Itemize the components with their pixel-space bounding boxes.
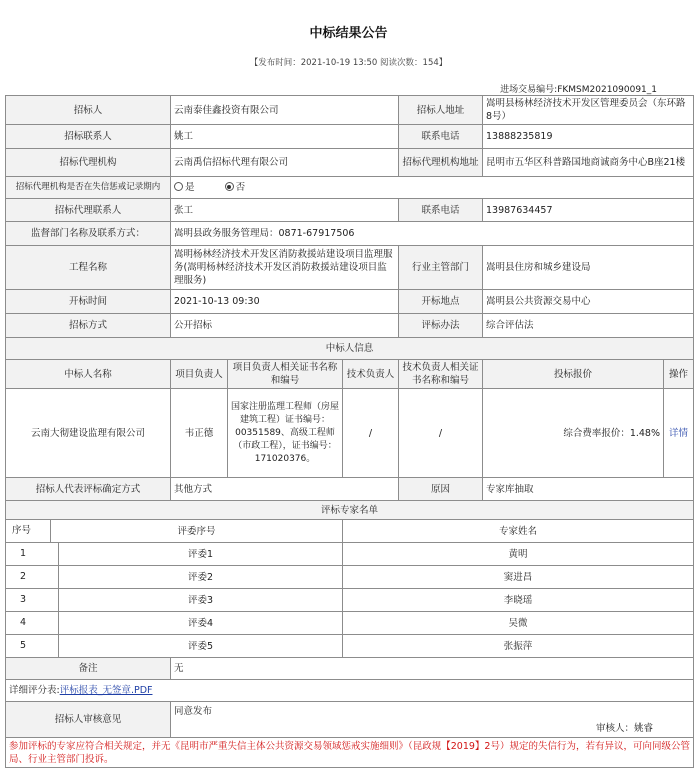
expert-name: 李晓瑶 xyxy=(343,589,694,612)
experts-no-header: 序号 xyxy=(6,520,51,542)
method-row xyxy=(6,314,694,338)
tenderer-contact-value: 姚工 xyxy=(171,125,399,149)
winner-tech: / xyxy=(343,389,399,478)
experts-header-left xyxy=(6,520,343,543)
radio-yes[interactable] xyxy=(174,182,183,191)
phone2-value: 13987634457 xyxy=(483,199,694,222)
remark-label: 备注 xyxy=(6,658,171,680)
agency-row xyxy=(6,149,694,177)
experts-section-row xyxy=(6,501,694,520)
tenderer-addr-value: 嵩明县杨林经济技术开发区管理委员会（东环路8号） xyxy=(483,96,694,125)
winner-manager-cert-header: 项目负责人相关证书名称和编号 xyxy=(228,360,343,389)
review-row xyxy=(6,478,694,501)
expert-name: 吴微 xyxy=(343,612,694,635)
industry-value: 嵩明县住房和城乡建设局 xyxy=(483,246,694,290)
agency-contact-row xyxy=(6,199,694,222)
review-way-label: 招标人代表评标确定方式 xyxy=(6,478,171,501)
winner-section-row xyxy=(6,338,694,360)
radio-no[interactable] xyxy=(225,182,234,191)
dishonest-label: 招标代理机构是否在失信惩戒记录期内 xyxy=(6,177,171,199)
expert-row xyxy=(6,543,694,566)
notice-row xyxy=(6,738,694,768)
method-value: 公开招标 xyxy=(171,314,399,338)
agency-contact-label: 招标代理联系人 xyxy=(6,199,171,222)
expert-no: 1 xyxy=(6,543,59,565)
detail-label: 详细评分表: xyxy=(9,685,60,696)
eval-label: 评标办法 xyxy=(399,314,483,338)
winner-row xyxy=(6,389,694,478)
tenderer-value: 云南泰佳鑫投资有限公司 xyxy=(171,96,399,125)
expert-no: 3 xyxy=(6,589,59,611)
open-time-value: 2021-10-13 09:30 xyxy=(171,290,399,314)
opinion-label: 招标人审核意见 xyxy=(6,702,171,738)
supervisor-row xyxy=(6,222,694,246)
tenderer-label: 招标人 xyxy=(6,96,171,125)
winner-name-header: 中标人名称 xyxy=(6,360,171,389)
winner-price-header: 投标报价 xyxy=(483,360,664,389)
expert-row xyxy=(6,635,694,658)
expert-row xyxy=(6,612,694,635)
expert-name: 窦进昌 xyxy=(343,566,694,589)
phone-label: 联系电话 xyxy=(399,125,483,149)
tenderer-contact-label: 招标联系人 xyxy=(6,125,171,149)
supervisor-value: 嵩明县政务服务管理局：0871-67917506 xyxy=(171,222,694,246)
expert-row-left xyxy=(6,589,343,612)
expert-row-left xyxy=(6,543,343,566)
reason-value: 专家库抽取 xyxy=(483,478,694,501)
page-title: 中标结果公告 xyxy=(309,26,388,41)
winner-manager-cert: 国家注册监理工程师（房屋建筑工程）证书编号：00351589、高级工程师（市政工程），证书编号：171020376。 xyxy=(228,389,343,478)
trade-code xyxy=(500,82,657,95)
project-label: 工程名称 xyxy=(6,246,171,290)
expert-row xyxy=(6,589,694,612)
dishonest-row xyxy=(6,177,694,199)
agency-contact-value: 张工 xyxy=(171,199,399,222)
expert-name: 黄明 xyxy=(343,543,694,566)
open-place-value: 嵩明县公共资源交易中心 xyxy=(483,290,694,314)
expert-no: 2 xyxy=(6,566,59,588)
expert-seq: 评委5 xyxy=(187,640,214,652)
trade-code-label: 进场交易编号: xyxy=(500,85,558,95)
expert-row-left xyxy=(6,612,343,635)
opinion-row xyxy=(6,702,694,738)
review-way-value: 其他方式 xyxy=(171,478,399,501)
phone-value: 13888235819 xyxy=(483,125,694,149)
opinion-value: 同意发布 xyxy=(174,706,213,717)
radio-yes-label: 是 xyxy=(185,182,195,193)
expert-seq: 评委4 xyxy=(187,617,214,629)
remark-value: 无 xyxy=(171,658,694,680)
open-time-label: 开标时间 xyxy=(6,290,171,314)
detail-row xyxy=(6,680,694,702)
experts-seq-header: 评委序号 xyxy=(177,525,216,537)
expert-seq: 评委2 xyxy=(187,571,214,583)
winner-section-title: 中标人信息 xyxy=(6,338,694,360)
winner-manager-header: 项目负责人 xyxy=(171,360,228,389)
winner-tech-header: 技术负责人 xyxy=(343,360,399,389)
announcement-table xyxy=(5,95,694,768)
method-label: 招标方式 xyxy=(6,314,171,338)
open-row xyxy=(6,290,694,314)
agency-addr-label: 招标代理机构地址 xyxy=(399,149,483,177)
publish-meta: 【发布时间：2021-10-19 13:50 阅读次数：154】 xyxy=(249,58,448,68)
winner-manager: 韦正德 xyxy=(171,389,228,478)
winner-price: 综合费率报价：1.48% xyxy=(483,389,664,478)
winner-detail-link[interactable]: 详情 xyxy=(664,389,694,478)
supervisor-label: 监督部门名称及联系方式： xyxy=(6,222,171,246)
eval-value: 综合评估法 xyxy=(483,314,694,338)
expert-row xyxy=(6,566,694,589)
agency-addr-value: 昆明市五华区科普路国地商诚商务中心B座21楼 xyxy=(483,149,694,177)
industry-label: 行业主管部门 xyxy=(399,246,483,290)
winner-tech-cert: / xyxy=(399,389,483,478)
winner-op-header: 操作 xyxy=(664,360,694,389)
dishonest-options xyxy=(171,177,694,199)
winner-tech-cert-header: 技术负责人相关证书名称和编号 xyxy=(399,360,483,389)
expert-row-left xyxy=(6,566,343,589)
approver: 审核人：姚睿 xyxy=(596,723,654,734)
winner-name: 云南大彻建设监理有限公司 xyxy=(6,389,171,478)
experts-section-title: 评标专家名单 xyxy=(6,501,694,520)
detail-file-link[interactable]: 评标报表_无签章.PDF xyxy=(59,685,153,696)
experts-header-row xyxy=(6,520,694,543)
opinion-cell xyxy=(171,702,694,738)
radio-no-label: 否 xyxy=(235,182,246,193)
expert-name: 张振萍 xyxy=(343,635,694,658)
agency-label: 招标代理机构 xyxy=(6,149,171,177)
project-value: 嵩明杨林经济技术开发区消防救援站建设项目监理服务(嵩明杨林经济技术开发区消防救援站建设项目监理服务) xyxy=(171,246,399,290)
phone2-label: 联系电话 xyxy=(399,199,483,222)
expert-row-left xyxy=(6,635,343,658)
project-row xyxy=(6,246,694,290)
trade-code-value: FKMSM2021090091_1 xyxy=(557,85,657,95)
open-place-label: 开标地点 xyxy=(399,290,483,314)
expert-seq: 评委3 xyxy=(187,594,214,606)
tenderer-addr-label: 招标人地址 xyxy=(399,96,483,125)
expert-no: 4 xyxy=(6,612,59,634)
reason-label: 原因 xyxy=(399,478,483,501)
winner-header-row xyxy=(6,360,694,389)
agency-value: 云南禹信招标代理有限公司 xyxy=(171,149,399,177)
tenderer-contact-row xyxy=(6,125,694,149)
remark-row xyxy=(6,658,694,680)
notice-text: 参加评标的专家应符合相关规定，并无《昆明市严重失信主体公共资源交易领域惩戒实施细则》（昆政规【2019】2号）规定的失信行为，若有异议，可向同级公管局、行业主管部门投诉。 xyxy=(6,738,694,768)
experts-name-header: 专家姓名 xyxy=(343,520,694,543)
expert-seq: 评委1 xyxy=(187,548,214,560)
tenderer-row xyxy=(6,96,694,125)
expert-no: 5 xyxy=(6,635,59,657)
detail-cell xyxy=(6,680,694,702)
